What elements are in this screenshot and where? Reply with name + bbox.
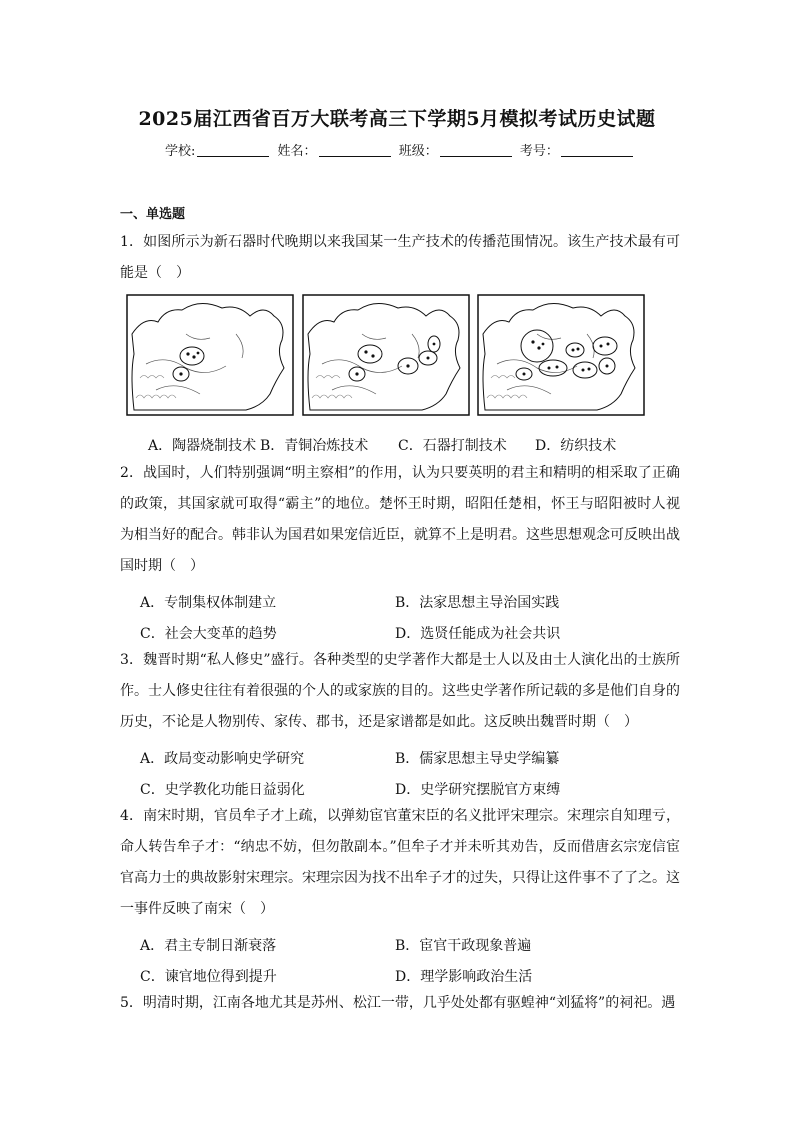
q4-option-c: C．谏官地位得到提升 <box>140 969 277 985</box>
q2-option-d: D．选贤任能成为社会共识 <box>395 626 561 642</box>
q1-option-d: D．纺织技术 <box>535 438 617 454</box>
question-3-stem: 3．魏晋时期“私人修史”盛行。各种类型的史学著作大都是士人以及由士人演化出的士族所作。士人修史往往有着很强的个人的或家族的目的。这些史学著作所记载的多是他们自身的历史，不论是人物别传、家传、郡书，还是家谱都是如此。这反映出魏晋时期（ ） <box>120 652 680 730</box>
student-info-line <box>165 140 637 159</box>
school-label: 学校: <box>165 144 196 159</box>
section-heading: 一、单选题 <box>120 207 186 222</box>
question-1-stem: 1．如图所示为新石器时代晚期以来我国某一生产技术的传播范围情况。该生产技术最有可能是（ ） <box>120 234 680 281</box>
q4-option-d: D．理学影响政治生活 <box>395 969 533 985</box>
q3-option-c: C．史学教化功能日益弱化 <box>140 782 305 798</box>
q4-option-b: B．宦官干政现象普遍 <box>395 938 532 954</box>
question-1-maps <box>126 294 646 418</box>
class-blank[interactable] <box>440 143 512 157</box>
exam-number-blank[interactable] <box>561 143 633 157</box>
q2-option-b: B．法家思想主导治国实践 <box>395 595 560 611</box>
q4-option-a: A．君主专制日渐衰落 <box>140 938 277 954</box>
map-stage-1 <box>126 294 294 416</box>
q3-option-b: B．儒家思想主导史学编纂 <box>395 751 560 767</box>
name-blank[interactable] <box>319 143 391 157</box>
name-label: 姓名： <box>277 144 317 159</box>
exam-number-label: 考号： <box>519 144 559 159</box>
q2-option-c: C．社会大变革的趋势 <box>140 626 277 642</box>
map-stage-3 <box>477 294 645 416</box>
question-4-stem: 4．南宋时期，官员牟子才上疏，以弹劾宦官董宋臣的名义批评宋理宗。宋理宗自知理亏，命人转告牟子才：“纳忠不妨，但勿散副本。”但牟子才并未听其劝告，反而借唐玄宗宠信宦官高力士的典故影射宋理宗。宋理宗因为找不出牟子才的过失，只得让这件事不了了之。这一事件反映了南宋（ ） <box>120 808 680 917</box>
q1-option-c: C．石器打制技术 <box>398 438 507 454</box>
map-stage-2 <box>302 294 470 416</box>
q1-option-a: A．陶器烧制技术 <box>148 438 257 454</box>
q3-option-a: A．政局变动影响史学研究 <box>140 751 305 767</box>
q3-option-d: D．史学研究摆脱官方束缚 <box>395 782 561 798</box>
q1-option-b: B．青铜冶炼技术 <box>260 438 369 454</box>
q2-option-a: A．专制集权体制建立 <box>140 595 277 611</box>
class-label: 班级： <box>398 144 438 159</box>
page-title: 2025届江西省百万大联考高三下学期5月模拟考试历史试题 <box>138 108 656 130</box>
school-blank[interactable] <box>197 143 269 157</box>
question-2-stem: 2．战国时，人们特别强调“明主察相”的作用，认为只要英明的君主和精明的相采取了正确的政策，其国家就可取得“霸主”的地位。楚怀王时期，昭阳任楚相，怀王与昭阳被时人视为相当好的配合。韩非认为国君如果宠信近臣，就算不上是明君。这些思想观念可反映出战国时期（ ） <box>120 465 680 574</box>
question-5-stem: 5．明清时期，江南各地尤其是苏州、松江一带，几乎处处都有驱蝗神“刘猛将”的祠祀。遇 <box>120 995 676 1011</box>
